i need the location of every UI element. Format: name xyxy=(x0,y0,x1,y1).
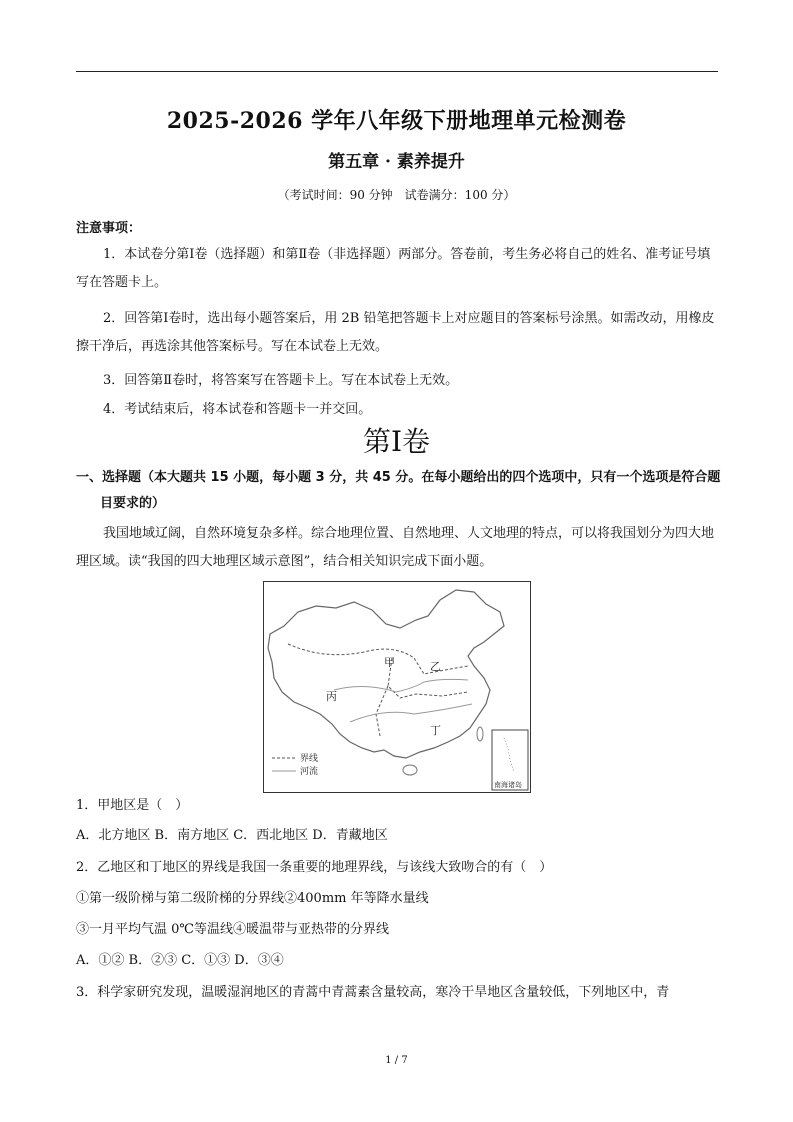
page-number: 1 / 7 xyxy=(385,1055,408,1066)
country-outline xyxy=(268,590,504,758)
question-2-line-1: ①第一级阶梯与第二级阶梯的分界线②400mm 年等降水量线 xyxy=(76,891,429,906)
notice-item-1: 1．本试卷分第Ⅰ卷（选择题）和第Ⅱ卷（非选择题）两部分。答卷前，考生务必将自己的姓名、准考证号填写在答题卡上。 xyxy=(76,247,711,290)
yellow-river xyxy=(334,679,468,692)
inset-islands xyxy=(504,738,514,772)
hainan-island xyxy=(403,765,417,775)
region-label-yi: 乙 xyxy=(430,660,441,673)
taiwan-island xyxy=(477,727,483,741)
region-label-jia: 甲 xyxy=(384,656,395,669)
boundary-qinling-huaihe xyxy=(388,658,468,698)
question-1: 1．甲地区是（ ） xyxy=(76,798,189,813)
header-rule xyxy=(76,71,718,72)
boundary-north-northwest xyxy=(288,644,468,674)
notice-item-4: 4．考试结束后，将本试卷和答题卡一并交回。 xyxy=(103,402,372,417)
legend-river-label: 河流 xyxy=(300,767,319,777)
question-3: 3．科学家研究发现，温暖湿润地区的青蒿中青蒿素含量较高，寒冷干旱地区含量较低，下列地区中，青 xyxy=(76,985,670,1000)
page-subtitle: 第五章 · 素养提升 xyxy=(328,152,465,172)
notice-item-3: 3．回答第Ⅱ卷时，将答案写在答题卡上。写在本试卷上无效。 xyxy=(103,373,459,388)
question-2-line-2: ③一月平均气温 0℃等温线④暖温带与亚热带的分界线 xyxy=(76,922,389,937)
question-2-options: A．①② B．②③ C．①③ D．③④ xyxy=(76,953,284,968)
notice-item-2: 2．回答第Ⅰ卷时，选出每小题答案后，用 2B 铅笔把答题卡上对应题目的答案标号涂黑。如需改动，用橡皮擦干净后，再选涂其他答案标号。写在本试卷上无效。 xyxy=(76,311,715,354)
inset-label: 南海诸岛 xyxy=(494,781,522,789)
question-1-options: A．北方地区 B．南方地区 C．西北地区 D．青藏地区 xyxy=(76,828,388,843)
china-regions-map xyxy=(263,581,531,793)
section-heading: 一、选择题（本大题共 15 小题，每小题 3 分，共 45 分。在每小题给出的四个选项中，只有一个选项是符合题目要求的） xyxy=(76,470,721,511)
legend-boundary-label: 界线 xyxy=(300,754,319,764)
page-title: 2025-2026 学年八年级下册地理单元检测卷 xyxy=(166,108,627,134)
intro-paragraph: 我国地域辽阔，自然环境复杂多样。综合地理位置、自然地理、人文地理的特点，可以将我国划分为四大地理区域。读“我国的四大地理区域示意图”，结合相关知识完成下面小题。 xyxy=(76,526,715,569)
notice-heading: 注意事项： xyxy=(76,221,142,236)
volume-heading: 第Ⅰ卷 xyxy=(362,425,431,458)
boundary-west xyxy=(376,686,388,736)
q2-heading: 2．乙地区和丁地区的界线是我国一条重要的地理界线，与该线大致吻合的有（ ） xyxy=(76,860,553,875)
region-label-bing: 丙 xyxy=(326,690,337,703)
map-drawing xyxy=(264,582,530,792)
region-label-ding: 丁 xyxy=(430,724,441,737)
yangtze-river xyxy=(350,704,472,722)
exam-meta: （考试时间：90 分钟 试卷满分：100 分） xyxy=(277,188,516,202)
